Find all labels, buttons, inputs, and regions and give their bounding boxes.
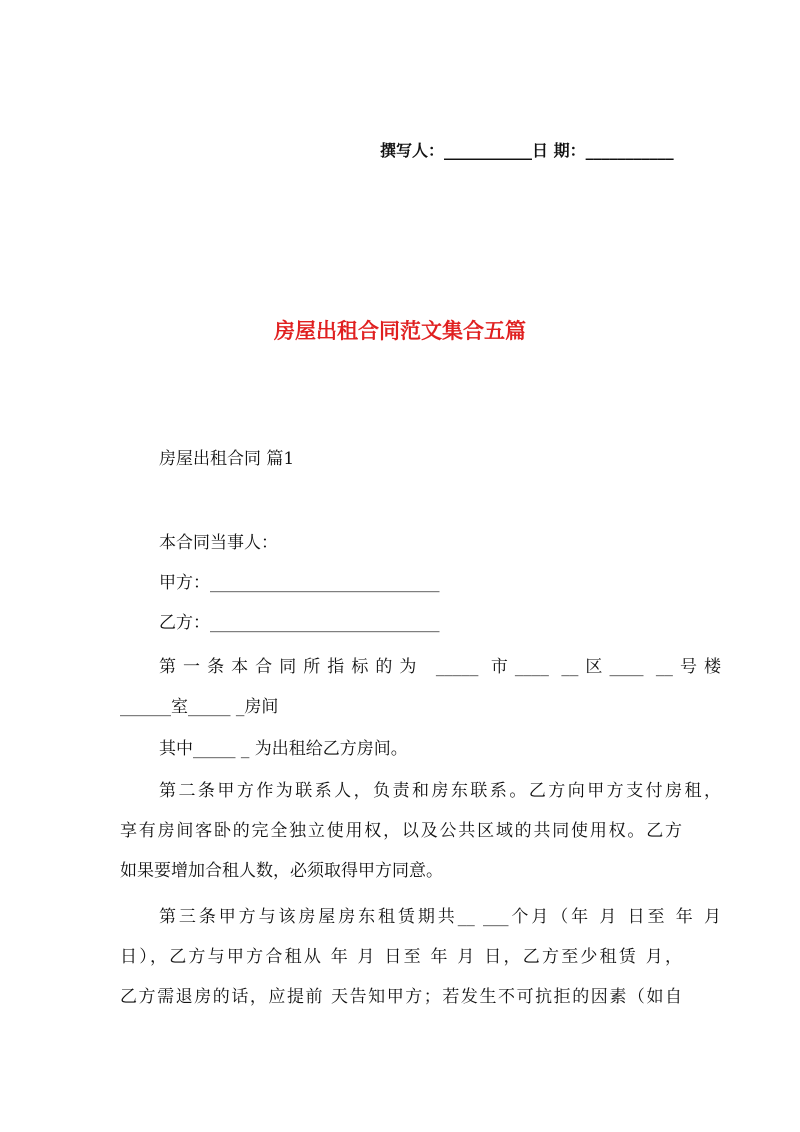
document-title: 房屋出租合同范文集合五篇: [274, 318, 526, 343]
contract-parties-label: 本合同当事人：: [159, 533, 278, 553]
article-2-line-2: 享有房间客卧的完全独立使用权，以及公共区域的共同使用权。乙方: [120, 821, 682, 841]
article-2-line-1: 第二条甲方作为联系人，负责和房东联系。乙方向甲方支付房租，: [159, 781, 721, 801]
article-3-line-2: 日），乙方与甲方合租从 年 月 日至 年 月 日，乙方至少租赁 月，: [120, 947, 682, 967]
party-a-line: 甲方：___________________________: [159, 573, 440, 593]
article-1-line-1: 第一条本合同所指标的为 _____ 市____ __区____ __号楼: [159, 657, 721, 677]
article-1-line-2: ______室_____ _房间: [120, 697, 279, 717]
article-3-line-1: 第三条甲方与该房屋房东租赁期共__ ___个月（年 月 日至 年 月: [159, 907, 721, 927]
author-date-line: 撰写人：___________日 期：___________: [380, 141, 674, 160]
article-1-line-3: 其中_____ _ 为出租给乙方房间。: [159, 739, 408, 759]
section-heading: 房屋出租合同 篇1: [159, 449, 295, 469]
party-b-line: 乙方：___________________________: [159, 613, 440, 633]
article-2-line-3: 如果要增加合租人数，必须取得甲方同意。: [120, 861, 443, 881]
article-3-line-3: 乙方需退房的话，应提前 天告知甲方；若发生不可抗拒的因素（如自: [120, 987, 682, 1007]
